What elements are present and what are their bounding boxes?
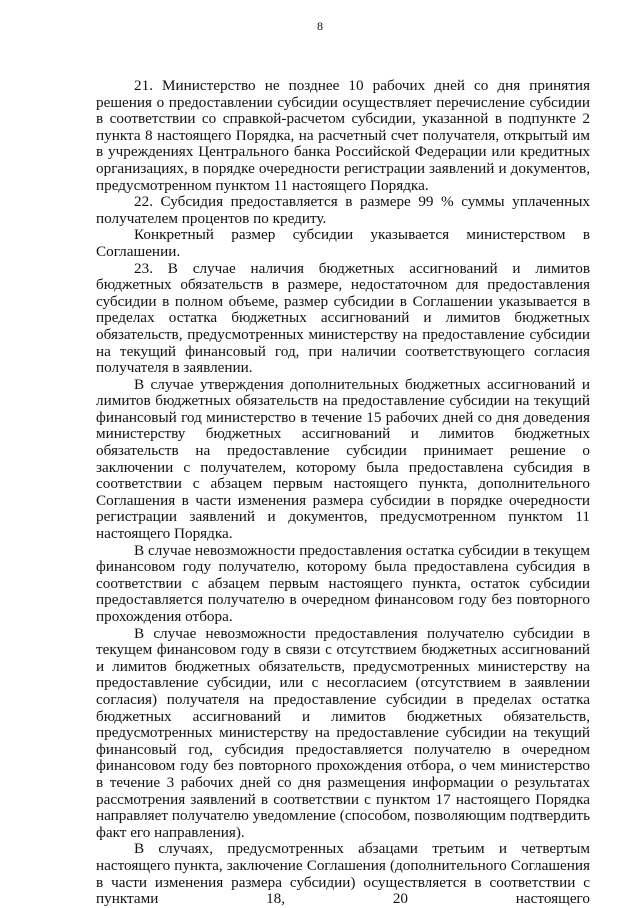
paragraph-23-agreement: В случаях, предусмотренных абзацами третьим и четвертым настоящего пункта, заключение Соглашения (дополнительного Соглашения в части изменения размера субсидии) осуществляется в соответствии с пунктами 18, 20 настоящего [96,840,590,908]
page-number: 8 [317,19,323,33]
paragraph-21: 21. Министерство не позднее 10 рабочих дней со дня принятия решения о предоставлении субсидии осуществляет перечисление субсидии в соответствии со справкой-расчетом субсидии, указанной в подпункте 2 пункта 8 настоящего Порядка, на расчетный счет получателя, открытый им в учреждениях Центрального банка Российской Федерации или кредитных организациях, в порядке очередности регистрации заявлений и документов, предусмотренном пунктом 11 настоящего Порядка. [96,77,590,194]
paragraph-23-additional-allocations: В случае утверждения дополнительных бюджетных ассигнований и лимитов бюджетных обязательств на предоставление субсидии на текущий финансовый год министерство в течение 15 рабочих дней со дня доведения министерству бюджетных ассигнований и лимитов бюджетных обязательств на предоставление субсидии принимает решение о заключении с получателем, которому была предоставлена субсидия в соответствии с абзацем первым настоящего пункта, дополнительного Соглашения в части изменения размера субсидии в порядке очередности регистрации заявлений и документов, предусмотренном пунктом 11 настоящего Порядка. [96,375,590,543]
paragraph-22-subsidy-size: Конкретный размер субсидии указывается министерством в Соглашении. [96,226,590,260]
paragraph-22: 22. Субсидия предоставляется в размере 99 % суммы уплаченных получателем процентов по кредиту. [96,193,590,227]
document-body [96,78,590,908]
paragraph-23-remainder: В случае невозможности предоставления остатка субсидии в текущем финансовом году получателю, которому была предоставлена субсидия в соответствии с абзацем первым настоящего пункта, остаток субсидии предоставляется получателю в очередном финансовом году без повторного прохождения отбора. [96,541,590,625]
paragraph-23-impossibility: В случае невозможности предоставления получателю субсидии в текущем финансовом году в связи с отсутствием бюджетных ассигнований и лимитов бюджетных обязательств, предусмотренных министерству на предоставление субсидии, или с несогласием (отсутствием в заявлении согласия) получателя на предоставление субсидии в пределах остатка бюджетных ассигнований и лимитов бюджетных обязательств, предусмотренных министерству на предоставление субсидии на текущий финансовый год, субсидия предоставляется получателю в очередном финансовом году без повторного прохождения отбора, о чем министерство в течение 3 рабочих дней со дня размещения информации о результатах рассмотрения заявлений в соответствии с пунктом 17 настоящего Порядка направляет получателю уведомление (способом, позволяющим подтвердить факт его направления). [96,624,590,841]
paragraph-23: 23. В случае наличия бюджетных ассигнований и лимитов бюджетных обязательств в размере, недостаточном для предоставления субсидии в полном объеме, размер субсидии в Соглашении указывается в пределах остатка бюджетных ассигнований и лимитов бюджетных обязательств, предусмотренных министерству на предоставление субсидии на текущий финансовый год, при наличии соответствующего согласия получателя в заявлении. [96,259,590,377]
